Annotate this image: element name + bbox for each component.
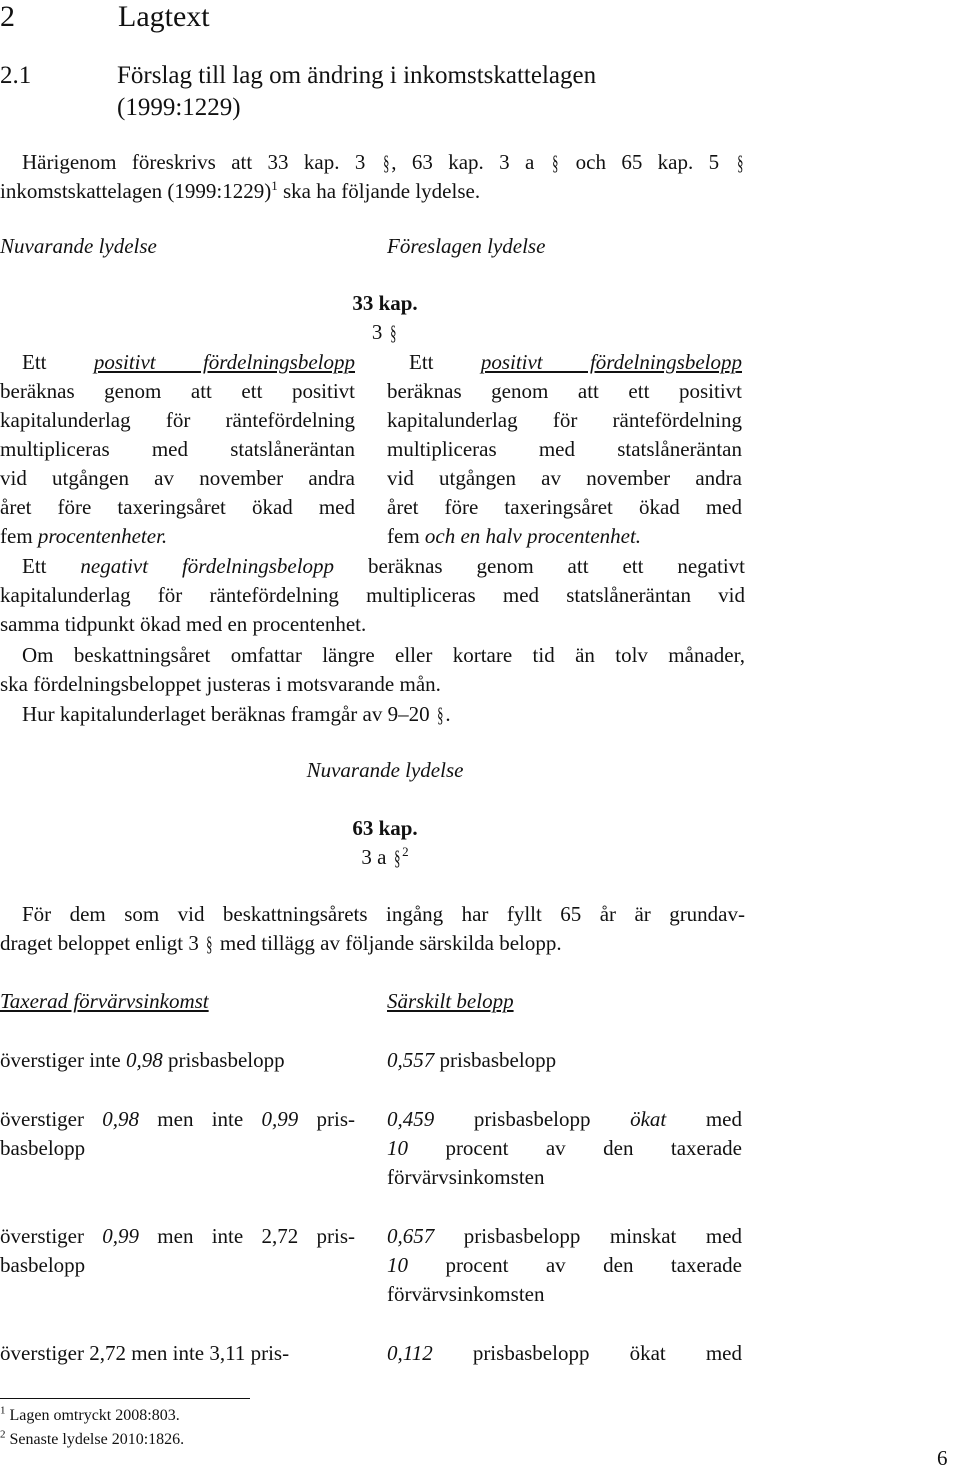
tax-year-paragraph: Om beskattningsåret omfattar längre eller kortare tid än tolv månader, ska fördelningsbeloppet justeras i motsvarande mån. <box>0 643 745 696</box>
table-row-amount: 0,657 prisbasbelopp minskat med 10 procent av den taxerade förvärvsinkomsten <box>387 1224 743 1306</box>
table-row-amount: 0,557 prisbasbelopp <box>387 1048 557 1072</box>
section-title <box>117 60 596 124</box>
section-number: 2.1 <box>0 62 32 89</box>
negative-amount-paragraph: Ett negativt fördelningsbelopp beräknas genom att ett negativt kapitalunderlag för räntefördelning multipliceras med statslåneräntan vid samma tidpunkt ökad med en procentenhet. <box>0 554 746 636</box>
section-33-3: 3 § <box>371 320 397 345</box>
proposed-wording-label: Föreslagen lydelse <box>387 234 546 258</box>
footnotes <box>0 1404 184 1452</box>
chapter-title: Lagtext <box>118 0 210 33</box>
table-row: överstiger 2,72 men inte 3,11 pris- <box>0 1341 290 1365</box>
intro-paragraph <box>0 148 745 206</box>
footnote: $^2$ Senaste lydelse 2010:1826. <box>0 1428 185 1448</box>
table-row-amount: 0,459 prisbasbelopp ökat med 10 procent av den taxerade förvärvsinkomsten <box>387 1107 743 1189</box>
chapter-number: 2 <box>0 0 15 33</box>
page-number: 6 <box>937 1446 948 1470</box>
proposed-wording-column: Ett positivt fördelningsbelopp beräknas genom att ett positivt kapitalunderlag för räntefördelning multipliceras med statslåneräntan vid utgången av november andra året före taxeringsåret ökad med fem och en halv procentenhet. <box>387 350 742 548</box>
section-title-line1: Förslag till lag om ändring i inkomstskattelagen <box>117 62 597 89</box>
current-wording-column: Ett positivt fördelningsbelopp beräknas genom att ett positivt kapitalunderlag för räntefördelning multipliceras med statslåneräntan vid utgången av november andra året före taxeringsåret ökad med fem procentenheter. <box>0 350 355 548</box>
intro-line1: Härigenom föreskrivs att 33 kap. 3 § , 63 kap. 3 a § och 65 kap. 5 § <box>22 150 743 175</box>
section-title-line2: (1999:1229) <box>117 94 241 121</box>
chapter-63: 63 kap. <box>352 816 418 840</box>
table-row: överstiger 0,99 men inte 2,72 pris- basbelopp <box>0 1224 356 1277</box>
capital-base-paragraph: Hur kapitalunderlaget beräknas framgår av 9–20 § . <box>22 702 451 727</box>
table-header-amount: Särskilt belopp <box>387 989 514 1013</box>
age-deduction-paragraph: För dem som vid beskattningsårets ingång har fyllt 65 år är grundav- draget beloppet enligt 3 § med tillägg av följande särskilda belopp. <box>0 902 745 956</box>
table-row: överstiger 0,98 men inte 0,99 pris- basbelopp <box>0 1107 356 1160</box>
chapter-33: 33 kap. <box>352 291 418 315</box>
table-row: överstiger inte 0,98 prisbasbelopp <box>0 1048 285 1072</box>
chapter-heading <box>0 0 210 34</box>
intro-line2: inkomstskattelagen (1999:1229)$^1$ ska ha följande lydelse. <box>0 178 481 203</box>
current-wording-label-63: Nuvarande lydelse <box>306 758 464 782</box>
footnote-divider <box>0 1398 250 1399</box>
table-row-amount: 0,112 prisbasbelopp ökat med <box>387 1341 742 1365</box>
current-wording-label: Nuvarande lydelse <box>0 234 157 258</box>
table-header-income: Taxerad förvärvsinkomst <box>0 989 209 1013</box>
footnote: $^1$ Lagen omtryckt 2008:803. <box>0 1404 180 1424</box>
section-63-3a: 3 a § $^2$ <box>361 844 409 870</box>
